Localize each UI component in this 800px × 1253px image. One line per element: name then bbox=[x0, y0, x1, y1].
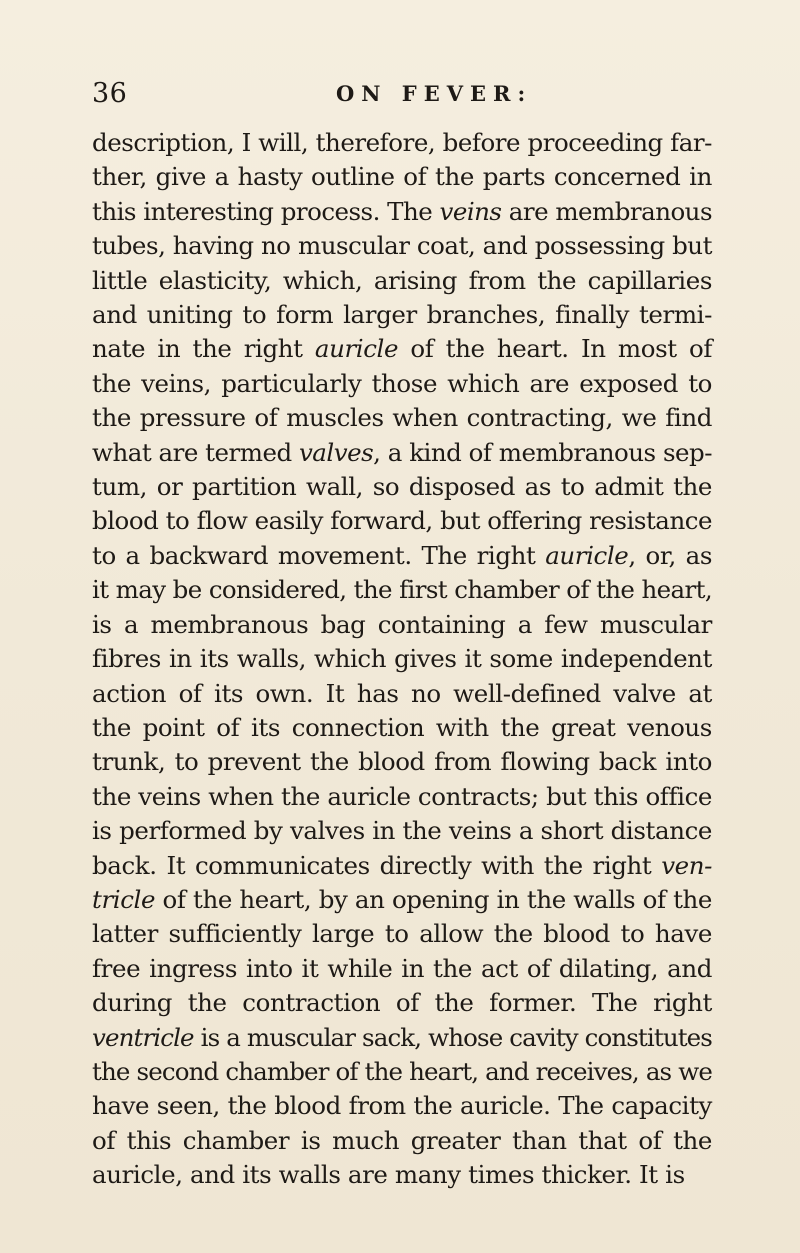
text-line bbox=[92, 1021, 712, 1055]
text-line bbox=[92, 952, 712, 986]
text-run: this interesting process. The bbox=[92, 196, 440, 226]
text-line bbox=[92, 367, 712, 401]
text-line bbox=[92, 1089, 712, 1123]
text-run: and uniting to form larger branches, finally termi- bbox=[92, 300, 712, 330]
text-run: of the heart. In most of bbox=[398, 334, 712, 364]
text-line bbox=[92, 677, 712, 711]
text-run: auricle, and its walls are many times thicker. It is bbox=[92, 1160, 685, 1190]
text-run: the point of its connection with the great venous bbox=[92, 712, 712, 742]
text-run: blood to flow easily forward, but offering resistance bbox=[92, 506, 712, 536]
italic-term: ven- bbox=[661, 850, 712, 880]
italic-term: valves bbox=[298, 437, 374, 467]
text-line bbox=[92, 332, 712, 366]
text-run: are membranous bbox=[501, 196, 712, 226]
text-run: is a membranous bag containing a few muscular bbox=[92, 609, 712, 639]
italic-term: auricle bbox=[314, 334, 399, 364]
text-line bbox=[92, 539, 712, 573]
text-line bbox=[92, 711, 712, 745]
text-line bbox=[92, 745, 712, 779]
text-run: have seen, the blood from the auricle. The capacity bbox=[92, 1091, 712, 1121]
text-line bbox=[92, 642, 712, 676]
text-run: what are termed bbox=[92, 437, 299, 467]
text-line bbox=[92, 298, 712, 332]
text-run: nate in the right bbox=[92, 334, 315, 364]
body-text bbox=[92, 126, 712, 1193]
text-run: back. It communicates directly with the right bbox=[92, 850, 662, 880]
text-run: tum, or partition wall, so disposed as to admit the bbox=[92, 472, 712, 502]
text-line bbox=[92, 1124, 712, 1158]
text-line bbox=[92, 195, 712, 229]
text-run: , or, as bbox=[628, 540, 712, 570]
text-line bbox=[92, 608, 712, 642]
text-run: little elasticity, which, arising from the capillaries bbox=[92, 265, 712, 295]
text-run: of this chamber is much greater than that of the bbox=[92, 1125, 712, 1155]
text-run: trunk, to prevent the blood from flowing back into bbox=[92, 747, 712, 777]
text-line bbox=[92, 573, 712, 607]
text-run: fibres in its walls, which gives it some independent bbox=[92, 644, 712, 674]
text-run: the veins when the auricle contracts; but this office bbox=[92, 781, 712, 811]
text-line bbox=[92, 436, 712, 470]
text-line bbox=[92, 814, 712, 848]
page-header bbox=[92, 78, 708, 118]
italic-term: auricle bbox=[545, 540, 629, 570]
text-line bbox=[92, 986, 712, 1020]
page-number: 36 bbox=[92, 78, 128, 109]
text-line bbox=[92, 883, 712, 917]
text-run: during the contraction of the former. The right bbox=[92, 988, 712, 1018]
text-run: it may be considered, the first chamber of the heart, bbox=[92, 575, 712, 605]
text-run: to a backward movement. The right bbox=[92, 540, 546, 570]
text-line bbox=[92, 229, 712, 263]
italic-term: tricle bbox=[92, 884, 156, 914]
text-line bbox=[92, 1158, 712, 1192]
text-run: action of its own. It has no well-defined valve at bbox=[92, 678, 712, 708]
text-run: the pressure of muscles when contracting, we find bbox=[92, 403, 712, 433]
text-run: the veins, particularly those which are exposed to bbox=[92, 368, 712, 398]
text-line bbox=[92, 504, 712, 538]
text-line bbox=[92, 780, 712, 814]
text-line bbox=[92, 401, 712, 435]
text-run: the second chamber of the heart, and receives, as we bbox=[92, 1056, 712, 1086]
text-run: is a muscular sack, whose cavity constitutes bbox=[193, 1022, 712, 1052]
text-line bbox=[92, 917, 712, 951]
italic-term: ventricle bbox=[92, 1022, 194, 1052]
text-run: latter sufficiently large to allow the blood to have bbox=[92, 919, 712, 949]
text-run: description, I will, therefore, before proceeding far- bbox=[92, 128, 712, 157]
text-line bbox=[92, 470, 712, 504]
text-line bbox=[92, 1055, 712, 1089]
text-run: is performed by valves in the veins a short distance bbox=[92, 816, 712, 846]
text-run: tubes, having no muscular coat, and possessing but bbox=[92, 231, 712, 261]
text-run: free ingress into it while in the act of dilating, and bbox=[92, 953, 712, 983]
text-line bbox=[92, 849, 712, 883]
text-run: ther, give a hasty outline of the parts concerned in bbox=[92, 162, 712, 192]
text-run: of the heart, by an opening in the walls of the bbox=[155, 884, 712, 914]
text-run: , a kind of membranous sep- bbox=[373, 437, 712, 467]
text-line bbox=[92, 126, 712, 160]
text-line bbox=[92, 160, 712, 194]
text-line bbox=[92, 264, 712, 298]
running-head: ON FEVER: bbox=[336, 81, 533, 106]
italic-term: veins bbox=[439, 196, 502, 226]
